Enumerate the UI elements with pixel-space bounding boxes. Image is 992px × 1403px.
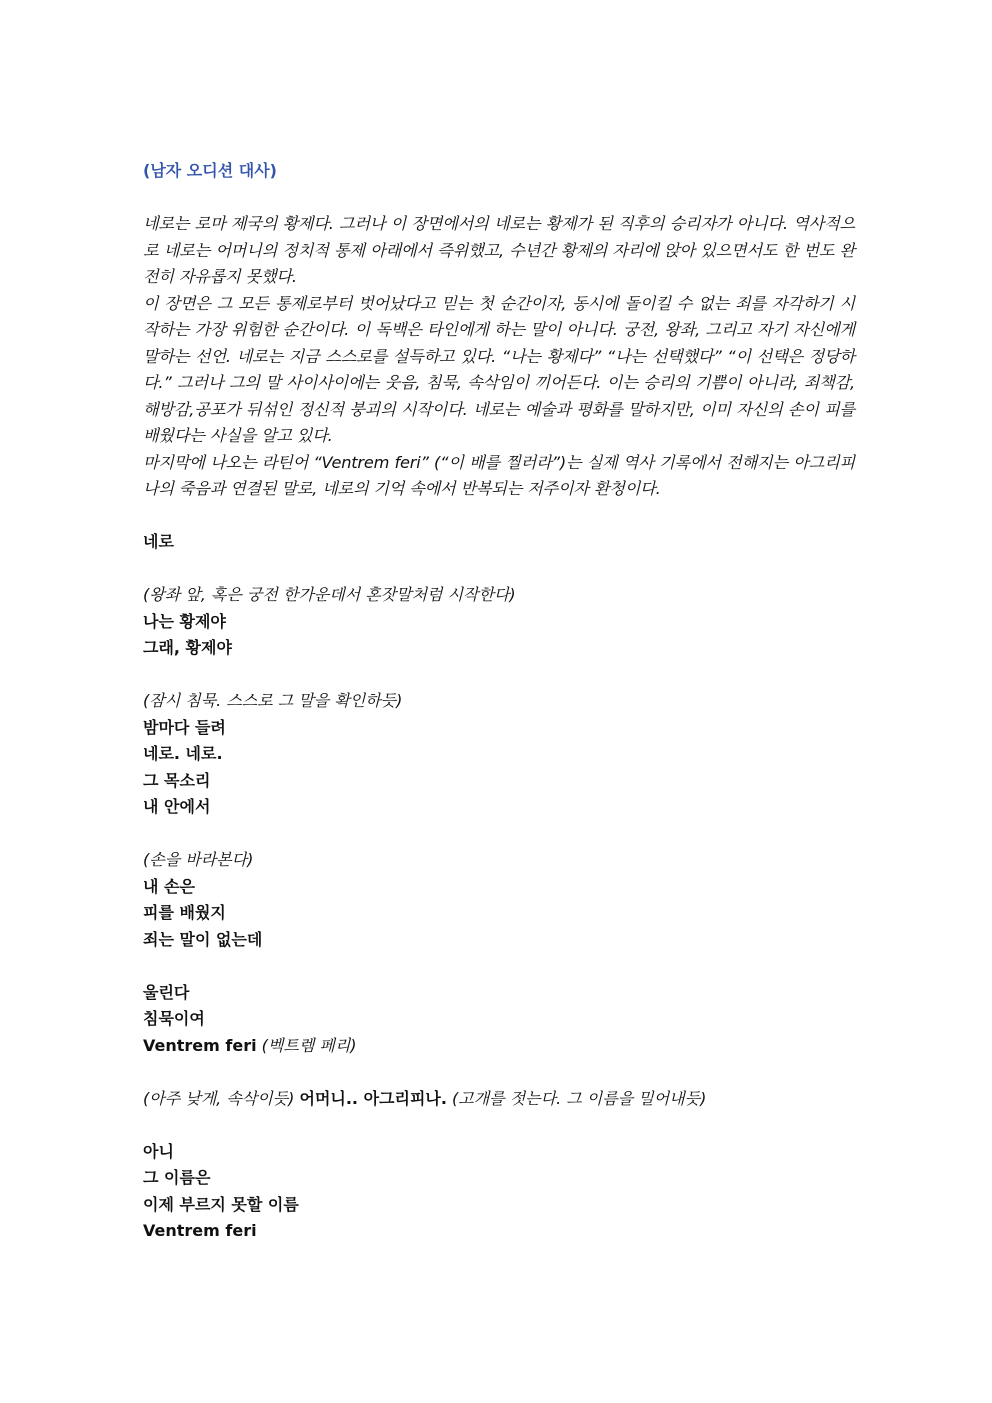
dialogue-line: 내 안에서 bbox=[143, 797, 211, 816]
stage-direction-4b: (고개를 젓는다. 그 이름을 밀어내듯) bbox=[452, 1088, 707, 1108]
pronunciation-note: (벡트렘 페리) bbox=[261, 1035, 357, 1055]
dialogue-line: 내 손은 bbox=[143, 876, 195, 896]
spacer bbox=[143, 1059, 855, 1086]
dialogue-line: 네로. 네로. bbox=[143, 744, 223, 763]
spacer bbox=[143, 1112, 855, 1139]
document-page bbox=[143, 158, 855, 1245]
intro-paragraph-2: 이 장면은 그 모든 통제로부터 벗어났다고 믿는 첫 순간이자, 동시에 돌이킬 수 없는 죄를 자각하기 시작하는 가장 위험한 순간이다. 이 독백은 타인에게 하는 말이 아니다. 궁전, 왕좌, 그리고 자기 자신에게 말하는 선언. 네로는 지금 스스로를 설득하고 있다. “나는 황제다” “나는 선택했다” “이 선택은 정당하다.” 그러나 그의 말 사이사이에는 웃음, 침묵, 속삭임이 끼어든다. 이는 승리의 기쁨이 아니라, 죄책감,해방감,공포가 뒤섞인 정신적 붕괴의 시작이다. 네로는 예술과 평화를 말하지만, 이미 자신의 손이 피를 배웠다는 사실을 알고 있다. bbox=[143, 293, 855, 445]
stage-direction-2: (잠시 침묵. 스스로 그 말을 확인하듯) bbox=[143, 691, 403, 710]
dialogue-line: 나는 황제야 bbox=[143, 611, 226, 631]
dialogue-line: 그 목소리 bbox=[143, 770, 211, 790]
dialogue-line: 그 이름은 bbox=[143, 1168, 211, 1187]
document-heading: (남자 오디션 대사) bbox=[143, 161, 277, 180]
intro-paragraph-3: 마지막에 나오는 라틴어 “Ventrem feri” (“이 배를 찔러라”)는 실제 역사 기록에서 전해지는 아그리피나의 죽음과 연결된 말로, 네로의 기억 속에서 반복되는 저주이자 환청이다. bbox=[143, 452, 855, 498]
intro-section bbox=[143, 211, 855, 503]
dialogue-line-mixed bbox=[143, 1086, 855, 1113]
spacer bbox=[143, 556, 855, 583]
spacer bbox=[143, 953, 855, 980]
dialogue-line: 아니 bbox=[143, 1141, 174, 1161]
stage-direction-3: (손을 바라본다) bbox=[143, 850, 254, 869]
spacer bbox=[143, 821, 855, 848]
dialogue-line-latin bbox=[143, 1033, 855, 1060]
character-name: 네로 bbox=[143, 532, 174, 551]
intro-paragraph-1: 네로는 로마 제국의 황제다. 그러나 이 장면에서의 네로는 황제가 된 직후의 승리자가 아니다. 역사적으로 네로는 어머니의 정치적 통제 아래에서 즉위했고, 수년간 황제의 자리에 앉아 있으면서도 한 번도 완전히 자유롭지 못했다. bbox=[143, 214, 855, 286]
latin-phrase-final: Ventrem feri bbox=[143, 1221, 257, 1240]
dialogue-line: 죄는 말이 없는데 bbox=[143, 929, 263, 949]
dialogue-line: 그래, 황제야 bbox=[143, 638, 232, 657]
stage-direction-1: (왕좌 앞, 혹은 궁전 한가운데서 혼잣말처럼 시작한다) bbox=[143, 585, 516, 604]
stage-direction-4a: (아주 낮게, 속삭이듯) bbox=[143, 1088, 295, 1108]
dialogue-text: 어머니.. 아그리피나. bbox=[299, 1088, 447, 1108]
latin-phrase: Ventrem feri bbox=[143, 1035, 257, 1055]
spacer bbox=[143, 662, 855, 689]
dialogue-line: 이제 부르지 못할 이름 bbox=[143, 1194, 299, 1214]
dialogue-line: 울린다 bbox=[143, 982, 190, 1002]
dialogue-line: 밤마다 들려 bbox=[143, 717, 226, 737]
spacer bbox=[143, 503, 855, 530]
dialogue-line: 피를 배웠지 bbox=[143, 903, 226, 922]
dialogue-line: 침묵이여 bbox=[143, 1009, 205, 1028]
